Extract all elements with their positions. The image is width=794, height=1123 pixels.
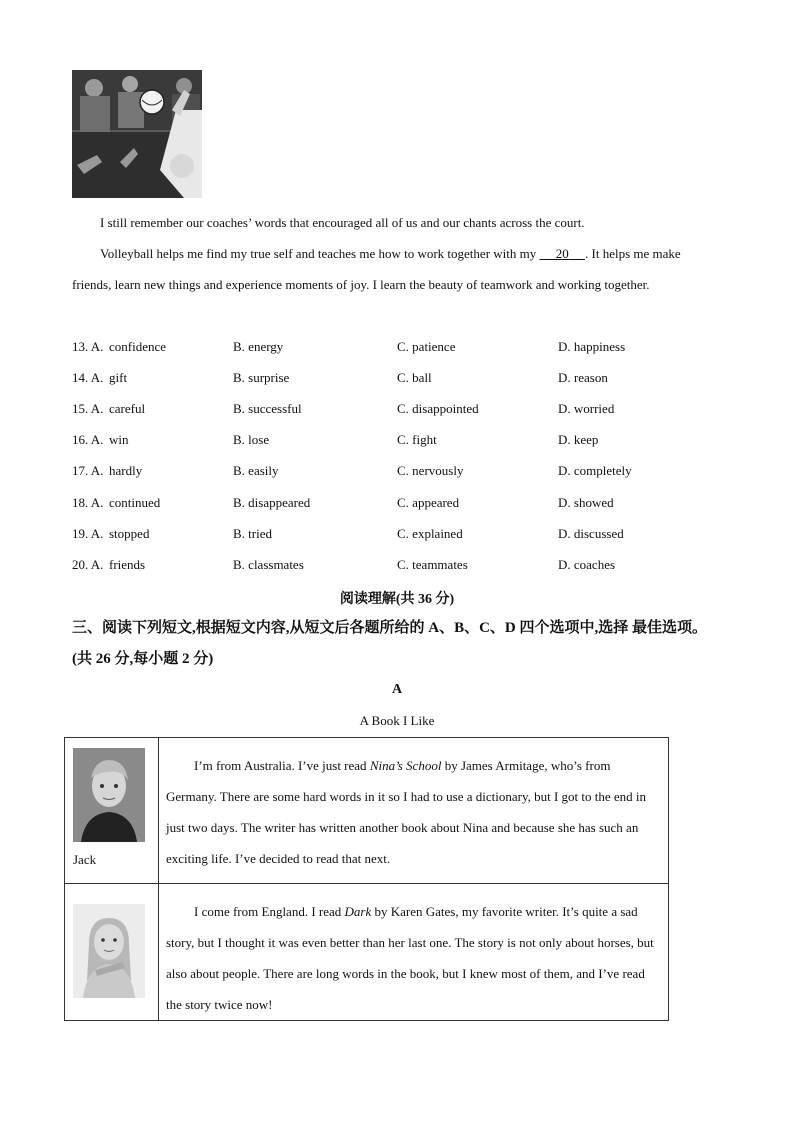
paragraph-volleyball-text-start: Volleyball helps me find my true self and teaches me how to work together with my [100,246,540,261]
question-number: 18. A. [72,494,104,510]
option-c: C. disappointed [397,401,479,417]
option-b: B. easily [233,463,279,479]
option-b: B. surprise [233,370,290,386]
question-number: 20. A. [72,556,104,572]
passage-letter: A [391,682,403,697]
option-d: D. discussed [558,525,624,541]
option-a: hardly [109,463,143,479]
paragraph-coaches-text: I still remember our coaches’ words that encouraged all of us and our chants across the court. [100,215,585,230]
option-a: gift [109,370,128,386]
question-number: 13. A. [72,339,104,354]
table-row [65,738,669,884]
boy-portrait [73,748,145,842]
option-a: confidence [109,339,167,354]
girl-portrait [73,904,145,998]
option-b: B. energy [233,339,284,354]
option-d: D. completely [558,463,632,479]
option-d: D. showed [558,494,614,510]
question-row [72,339,722,359]
option-d: D. coaches [558,556,616,572]
question-row [72,557,722,577]
section-title: 阅读理解(共 36 分) [339,592,455,607]
question-number: 19. A. [72,525,104,541]
volleyball-photo [72,70,202,198]
option-c: C. fight [397,432,437,448]
question-row [72,401,722,421]
reader-name: Jack [73,852,97,867]
option-a: stopped [109,525,150,541]
passage-title: A Book I Like [359,713,435,728]
option-d: D. happiness [558,339,626,354]
book-title: Nina’s School [369,758,442,773]
option-b: B. disappeared [233,494,311,510]
review-text: I come from England. I read Dark by Karen Gates, my favorite writer. It’s quite a sad story, but I thought it was even better than her last one. The story is not only about horses, but also about people. There are long words in the book, but I knew most of them, and I’ve read the story twice now! [159,884,669,1021]
option-c: C. explained [397,525,463,541]
instructions: 三、阅读下列短文,根据短文内容,从短文后各题所给的 A、B、C、D 四个选项中,选择 最佳选项。(共 26 分,每小题 2 分) [72,620,708,667]
blank-20: 20 [555,246,569,261]
option-b: B. successful [233,401,302,417]
option-c: C. ball [397,370,432,386]
question-row [72,526,722,546]
option-a: win [109,432,129,448]
books-table [64,737,669,1021]
option-c: C. appeared [397,494,460,510]
question-row [72,463,722,483]
question-row [72,432,722,452]
option-b: B. tried [233,525,272,541]
option-a: friends [109,556,146,572]
question-row [72,370,722,390]
paragraph-volleyball [72,238,722,300]
reader-cell [65,884,159,1021]
question-number: 17. A. [72,463,104,479]
question-number: 15. A. [72,401,104,417]
option-b: B. lose [233,432,270,448]
review-text: I’m from Australia. I’ve just read Nina’s School by James Armitage, who’s from Germany. There are some hard words in it so I had to use a dictionary, but I got to the end in just two days. The writer has written another book about Nina and because she has such an exciting life. I’ve decided to read that next. [159,738,669,884]
option-c: C. nervously [397,463,464,479]
question-row [72,495,722,515]
option-d: D. keep [558,432,599,448]
reader-cell [65,738,159,884]
question-number: 14. A. [72,370,104,386]
option-a: careful [109,401,146,417]
paragraph-coaches [72,207,722,238]
table-row [65,884,669,1021]
question-number: 16. A. [72,432,104,448]
option-d: D. reason [558,370,608,386]
book-title: Dark [344,904,372,919]
option-c: C. teammates [397,556,468,572]
paragraph-volleyball-text-end: . It helps me make friends, learn new things and experience moments of joy. I learn the beauty of teamwork and working together. [72,246,681,292]
option-d: D. worried [558,401,615,417]
option-c: C. patience [397,339,456,354]
option-a: continued [109,494,161,510]
option-b: B. classmates [233,556,304,572]
